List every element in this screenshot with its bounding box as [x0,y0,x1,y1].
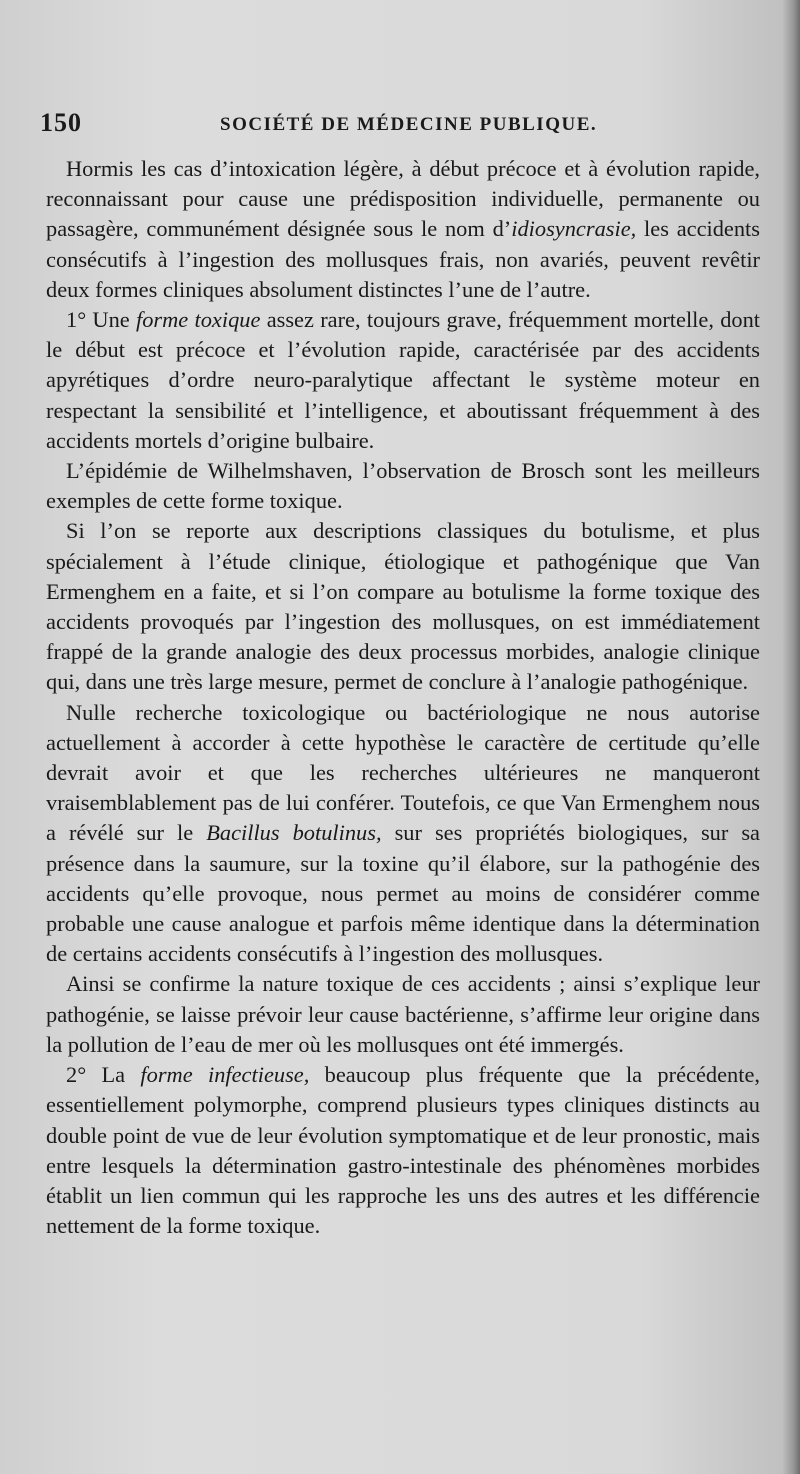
paragraph [46,969,760,1060]
body-text [46,154,760,1241]
paragraph [46,456,760,516]
text-run: sur ses propriétés biologiques, sur sa présence dans la saumure, sur la toxine qu’il élabore, sur la pathogénie des accidents qu’elle provoque, nous permet au moins de considérer comme probable une cause analogue et parfois même identique dans la détermination de certains accidents consécutifs à l’ingestion des mollusques. [46,820,760,967]
text-run: Hormis les cas d’intoxication légère, à début précoce et à évolution rapide, reconnaissant pour cause une prédisposition individuelle, permanente ou passagère, communément désignée sous le nom d’ [46,156,760,242]
text-run: Nulle recherche toxicologique ou bactériologique ne nous autorise actuellement à accorder à cette hypothèse le caractère de certitude qu’elle devrait avoir et que les recherches ultérieures ne manqueront vraisemblablement pas de lui conférer. Toutefois, ce que Van Ermenghem nous a révélé sur le [46,699,760,846]
paragraph [46,305,760,456]
italic-text: idiosyncrasie, [511,216,637,242]
paragraph [46,516,760,697]
italic-text: forme infectieuse, [140,1062,310,1088]
page-edge-shadow [782,0,800,1474]
paragraph [46,698,760,970]
text-run: Si l’on se reporte aux descriptions classiques du botulisme, et plus spécialement à l’étude clinique, étiologique et pathogénique que Van Ermenghem en a faite, et si l’on compare au botulisme la forme toxique des accidents provoqués par l’ingestion des mollusques, on est immédiatement frappé de la grande analogie des deux processus morbides, analogie clinique qui, dans une très large mesure, permet de conclure à l’analogie pathogénique. [46,518,760,695]
text-run: les accidents consécutifs à l’ingestion des mollusques frais, non avariés, peuvent revêtir deux formes cliniques absolument distinctes l’une de l’autre. [46,216,760,302]
text-run: L’épidémie de Wilhelmshaven, l’observation de Brosch sont les meilleurs exemples de cette forme toxique. [46,458,760,514]
paragraph [46,1060,760,1241]
paragraph [46,154,760,305]
text-run: assez rare, toujours grave, fréquemment mortelle, dont le début est précoce et l’évolution rapide, caractérisée par des accidents apyrétiques d’ordre neuro-paralytique affectant le système moteur en respectant la sensibilité et l’intelligence, et aboutissant fréquemment à des accidents mortels d’origine bulbaire. [46,307,761,453]
page-number: 150 [40,108,82,137]
text-run: 2° La [66,1062,141,1088]
text-run: Ainsi se confirme la nature toxique de ces accidents ; ainsi s’explique leur pathogénie, se laisse prévoir leur cause bactérienne, s’affirme leur origine dans la pollution de l’eau de mer où les mollusques ont été immergés. [46,971,760,1057]
text-run: beaucoup plus fréquente que la précédente, essentiellement polymorphe, comprend plusieurs types cliniques distincts au double point de vue de leur évolution symptomatique et de leur pronostic, mais entre lesquels la détermination gastro-intestinale des phénomènes morbides établit un lien commun qui les rapproche les uns des autres et les différencie nettement de la forme toxique. [46,1062,760,1239]
italic-text: Bacillus botulinus, [206,820,382,846]
page-header [40,108,760,144]
text-run: 1° Une [66,307,136,333]
running-title: SOCIÉTÉ DE MÉDECINE PUBLIQUE. [220,114,598,135]
italic-text: forme toxique [136,307,261,333]
